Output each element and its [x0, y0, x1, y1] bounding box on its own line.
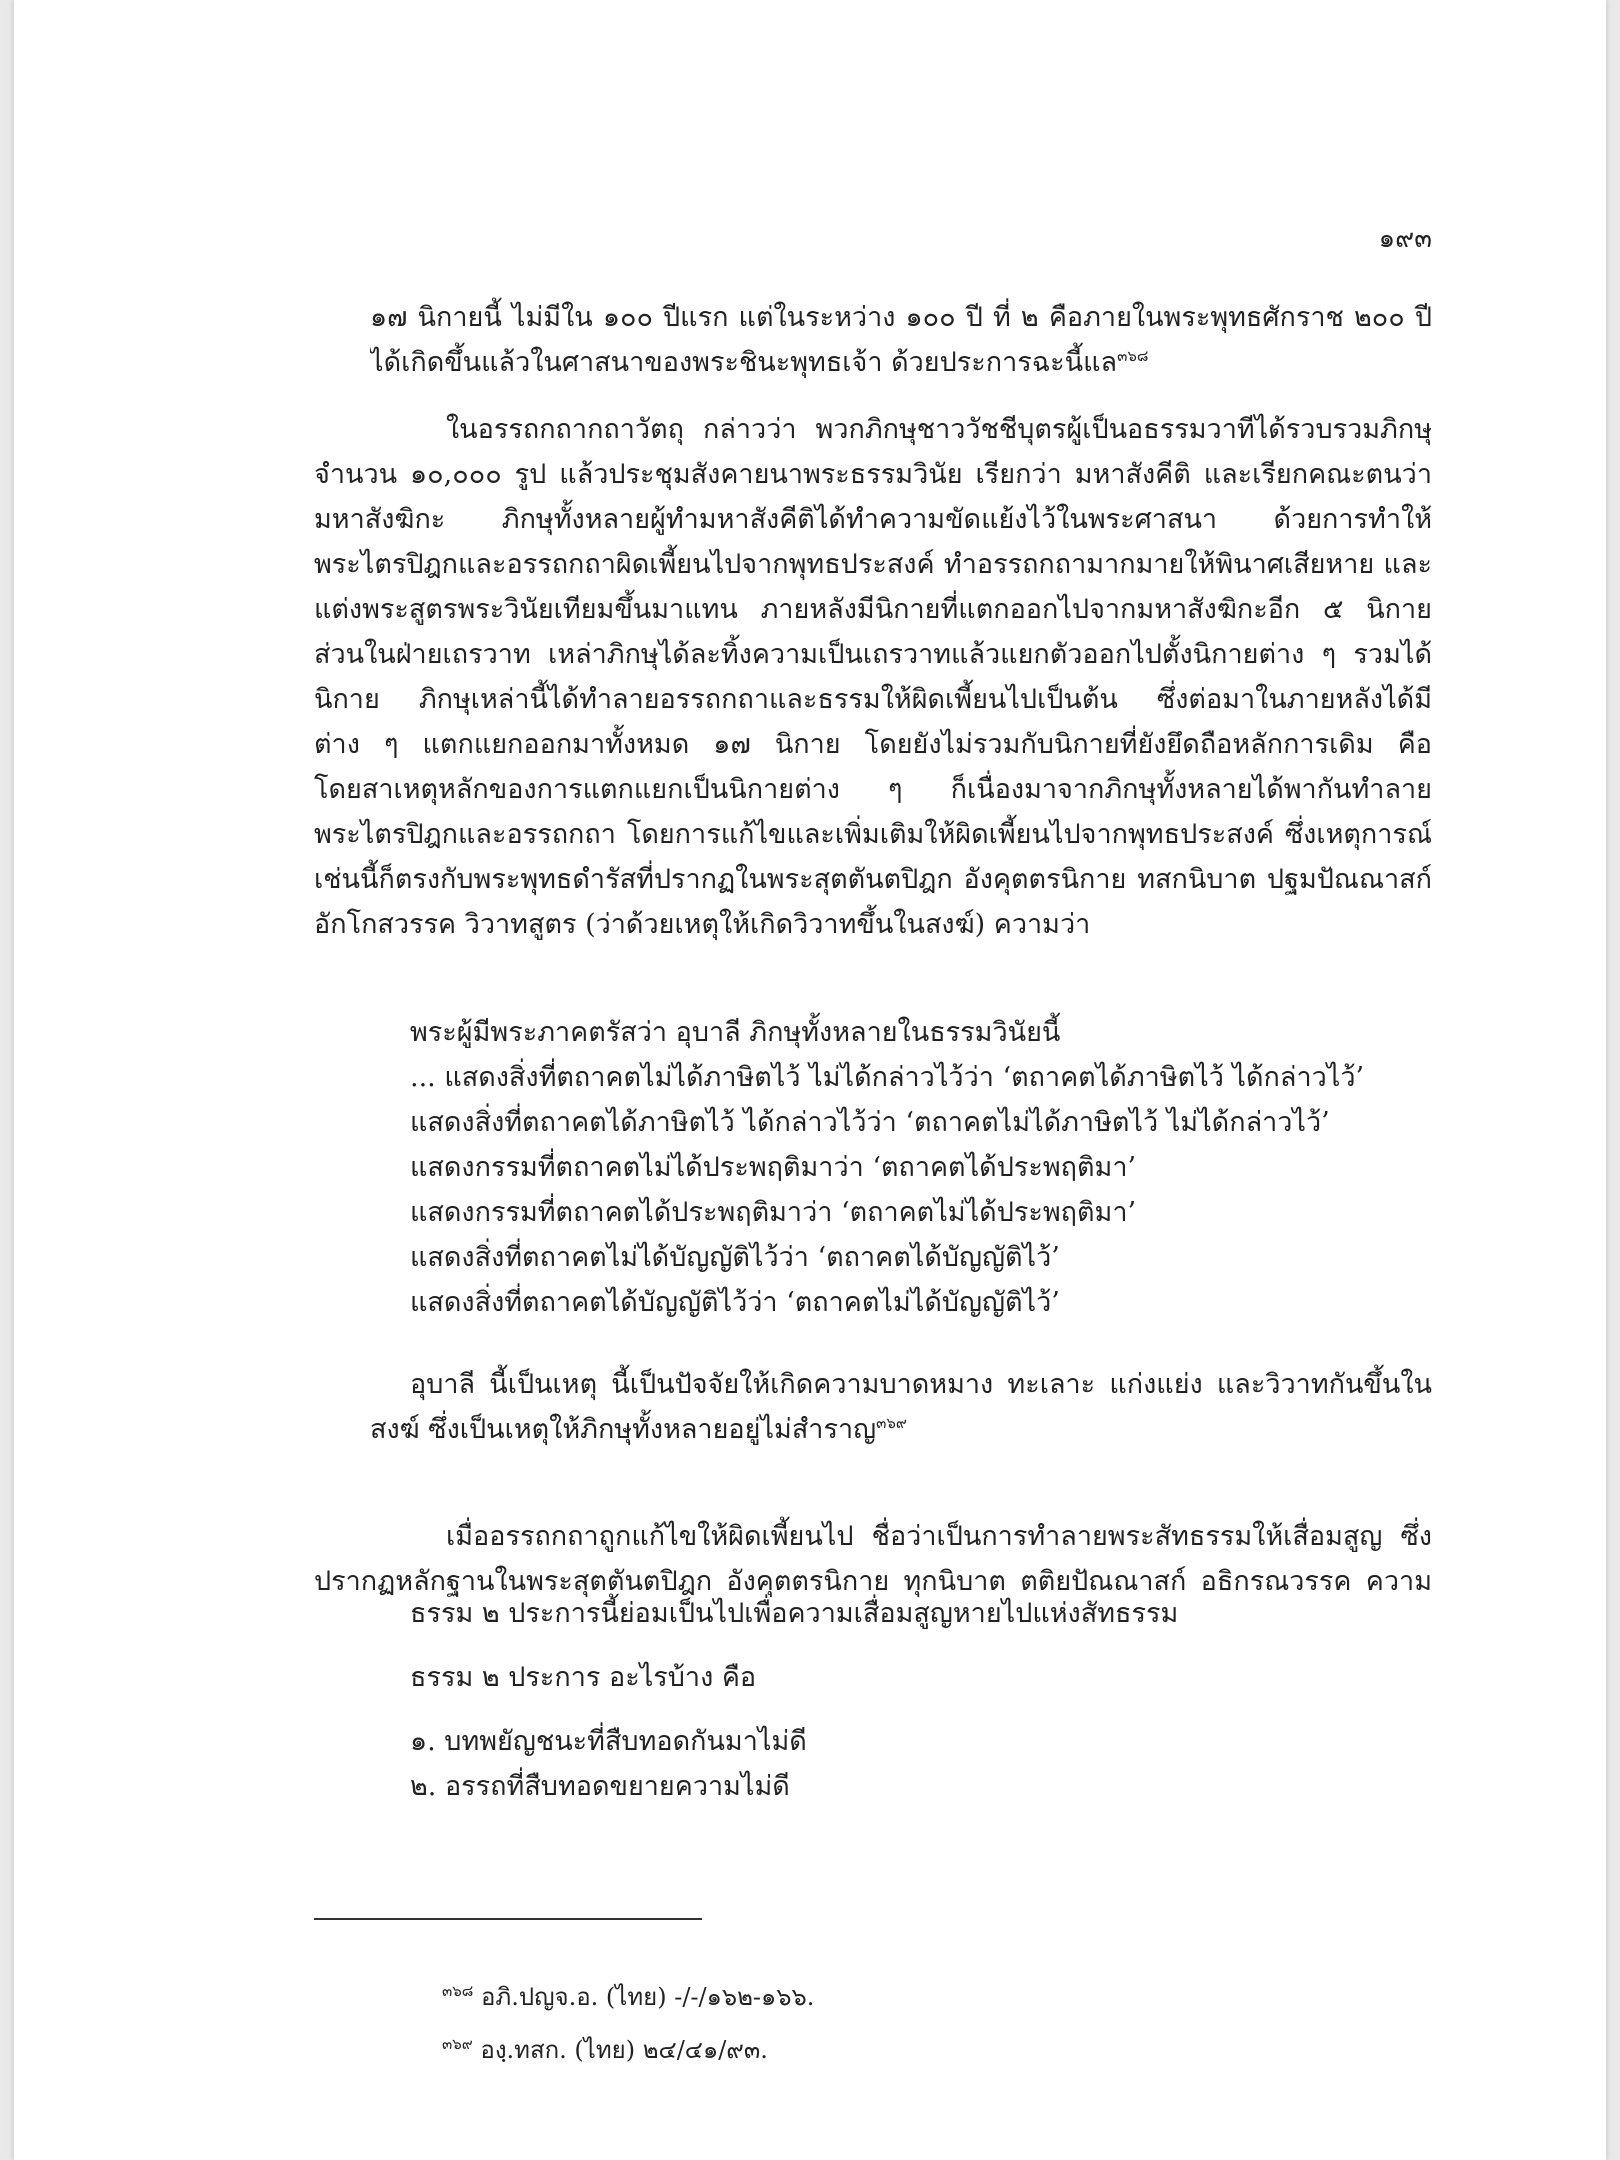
- text-line: โดยสาเหตุหลักของการแตกแยกเป็นนิกายต่าง ๆ ก็เนื่องมาจากภิกษุทั้งหลายได้พากันทำลาย: [314, 774, 1432, 805]
- text-line: ปรากฏหลักฐานในพระสุตตันตปิฎก อังคุตตรนิกาย ทุกนิบาต ตติยปัณณาสก์ อธิกรณวรรค ความ: [314, 1566, 1432, 1597]
- quote-line: [410, 1655, 756, 1700]
- footnote-number: ๓๖๙: [442, 2035, 473, 2053]
- footnote: [442, 2033, 768, 2067]
- quote-line: แสดงสิ่งที่ตถาคตได้บัญญัติไว้ว่า ‘ตถาคตไม่ได้บัญญัติไว้’: [410, 1287, 1060, 1318]
- text-line: [370, 340, 1432, 385]
- quote-line: แสดงกรรมที่ตถาคตไม่ได้ประพฤติมาว่า ‘ตถาคตได้ประพฤติมา’: [410, 1152, 1137, 1183]
- list-item: ๒. อรรถที่สืบทอดขยายความไม่ดี: [410, 1771, 790, 1802]
- text-line: นิกาย ภิกษุเหล่านี้ได้ทำลายอรรถกถาและธรรมให้ผิดเพี้ยนไปเป็นต้น ซึ่งต่อมาในภายหลังได้มี: [314, 684, 1432, 715]
- text-line: พระไตรปิฎกและอรรถกถาผิดเพี้ยนไปจากพุทธประสงค์ ทำอรรถกถามากมายให้พินาศเสียหาย และ: [314, 549, 1432, 580]
- list-item: ๑. บทพยัญชนะที่สืบทอดกันมาไม่ดี: [410, 1726, 807, 1757]
- document-page: [14, 0, 1606, 2160]
- text-line: อักโกสวรรค วิวาทสูตร (ว่าด้วยเหตุให้เกิดวิวาทขึ้นในสงฆ์) ความว่า: [314, 909, 1091, 940]
- quote-line: [370, 1407, 1432, 1452]
- text-line: เมื่ออรรถกถาถูกแก้ไขให้ผิดเพี้ยนไป ชื่อว่าเป็นการทำลายพระสัทธรรมให้เสื่อมสูญ ซึ่ง: [446, 1521, 1432, 1552]
- paragraph-main: [314, 407, 1432, 947]
- quote-line: แสดงสิ่งที่ตถาคตได้ภาษิตไว้ ได้กล่าวไว้ว่า ‘ตถาคตไม่ได้ภาษิตไว้ ไม่ได้กล่าวไว้’: [410, 1107, 1330, 1138]
- quote-line-content: สงฆ์ ซึ่งเป็นเหตุให้ภิกษุทั้งหลายอยู่ไม่สำราญ: [370, 1414, 877, 1445]
- quote-line: ... แสดงสิ่งที่ตถาคตไม่ได้ภาษิตไว้ ไม่ได้กล่าวไว้ว่า ‘ตถาคตได้ภาษิตไว้ ได้กล่าวไว้’: [410, 1062, 1365, 1093]
- footnote: [442, 1980, 814, 2014]
- footnote-ref: ๓๖๘: [1117, 347, 1149, 365]
- block-quote: [370, 1362, 1432, 1452]
- text-line: ส่วนในฝ่ายเถรวาท เหล่าภิกษุได้ละทิ้งความเป็นเถรวาทแล้วแยกตัวออกไปตั้งนิกายต่าง ๆ รวมได้: [314, 639, 1432, 670]
- quote-line-text: ธรรม ๒ ประการนี้ย่อมเป็นไปเพื่อความเสื่อมสูญหายไปแห่งสัทธรรม: [410, 1598, 1179, 1629]
- text-line: เช่นนี้ก็ตรงกับพระพุทธดำรัสที่ปรากฏในพระสุตตันตปิฎก อังคุตตรนิกาย ทสกนิบาต ปฐมปัณณาสก์: [314, 864, 1432, 895]
- footnote-number: ๓๖๘: [442, 1982, 474, 2000]
- quote-line: [410, 1591, 1178, 1636]
- footnote-ref: ๓๖๙: [876, 1414, 907, 1432]
- paragraph-continuation: [370, 295, 1432, 385]
- quote-line: อุบาลี นี้เป็นเหตุ นี้เป็นปัจจัยให้เกิดความบาดหมาง ทะเลาะ แก่งแย่ง และวิวาทกันขึ้นใน: [410, 1369, 1432, 1400]
- text-line: มหาสังฆิกะ ภิกษุทั้งหลายผู้ทำมหาสังคีติได้ทำความขัดแย้งไว้ในพระศาสนา ด้วยการทำให้: [314, 504, 1432, 535]
- footnote-text: องฺ.ทสก. (ไทย) ๒๔/๔๑/๙๓.: [480, 2036, 768, 2064]
- text-line: จำนวน ๑๐,๐๐๐ รูป แล้วประชุมสังคายนาพระธรรมวินัย เรียกว่า มหาสังคีติ และเรียกคณะตนว่า: [314, 459, 1432, 490]
- text-line: ต่าง ๆ แตกแยกออกมาทั้งหมด ๑๗ นิกาย โดยยังไม่รวมกับนิกายที่ยังยึดถือหลักการเดิม คือ: [314, 729, 1432, 760]
- text-line: ๑๗ นิกายนี้ ไม่มีใน ๑๐๐ ปีแรก แต่ในระหว่าง ๑๐๐ ปี ที่ ๒ คือภายในพระพุทธศักราช ๒๐๐ ปี: [370, 302, 1432, 333]
- quote-line: พระผู้มีพระภาคตรัสว่า อุบาลี ภิกษุทั้งหลายในธรรมวินัยนี้: [410, 1017, 1061, 1048]
- quote-line: แสดงสิ่งที่ตถาคตไม่ได้บัญญัติไว้ว่า ‘ตถาคตได้บัญญัติไว้’: [410, 1242, 1060, 1273]
- text-line: พระไตรปิฎกและอรรถกถา โดยการแก้ไขและเพิ่มเติมให้ผิดเพี้ยนไปจากพุทธประสงค์ ซึ่งเหตุการณ์: [314, 819, 1432, 850]
- quote-line: แสดงกรรมที่ตถาคตได้ประพฤติมาว่า ‘ตถาคตไม่ได้ประพฤติมา’: [410, 1197, 1137, 1228]
- page-number: ๑๙๓: [1378, 224, 1432, 254]
- quote-line-text: ธรรม ๒ ประการ อะไรบ้าง คือ: [410, 1662, 757, 1693]
- text-line: แต่งพระสูตรพระวินัยเทียมขึ้นมาแทน ภายหลังมีนิกายที่แตกออกไปจากมหาสังฆิกะอีก ๕ นิกาย: [314, 594, 1432, 625]
- text-line: ในอรรถกถากถาวัตถุ กล่าวว่า พวกภิกษุชาววัชชีบุตรผู้เป็นอธรรมวาทีได้รวบรวมภิกษุ: [446, 414, 1432, 445]
- text-line-content: ได้เกิดขึ้นแล้วในศาสนาของพระชินะพุทธเจ้า ด้วยประการฉะนี้แล: [370, 347, 1118, 378]
- block-quote: [410, 1010, 1432, 1325]
- footnote-divider: [314, 1918, 702, 1920]
- footnote-text: อภิ.ปญจ.อ. (ไทย) -/-/๑๖๒-๑๖๖.: [481, 1983, 815, 2011]
- numbered-list: [410, 1719, 807, 1809]
